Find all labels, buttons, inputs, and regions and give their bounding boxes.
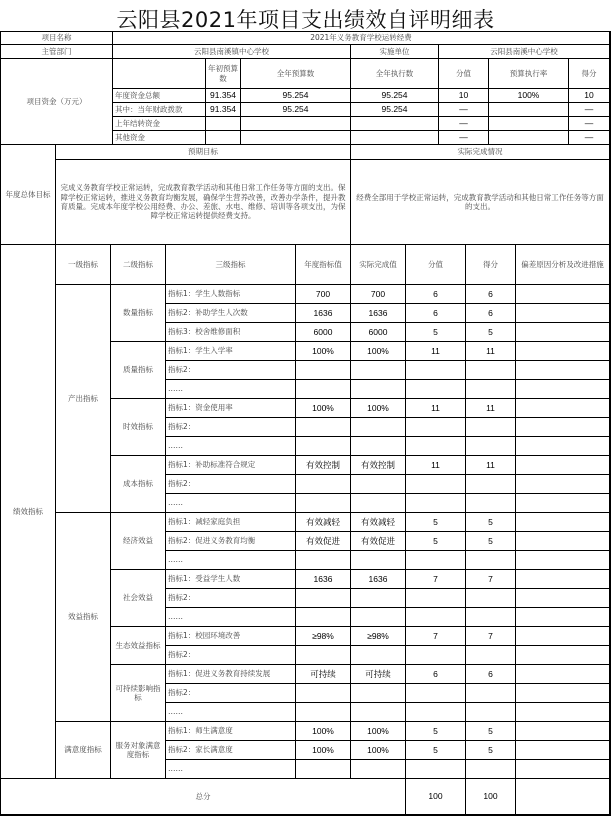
funds-label: 项目资金（万元） bbox=[1, 59, 113, 145]
indicator-score: 6 bbox=[406, 665, 466, 684]
evaluation-table bbox=[0, 31, 611, 816]
indicator-actual: 1636 bbox=[351, 304, 406, 323]
indicator-level2: 时效指标 bbox=[111, 399, 166, 456]
indicator-name: 指标1：学生人数指标 bbox=[166, 285, 296, 304]
indicator-got: 11 bbox=[466, 456, 516, 475]
indicator-score: 5 bbox=[406, 532, 466, 551]
indicator-deviation bbox=[516, 342, 610, 361]
indicator-got: 11 bbox=[466, 399, 516, 418]
indicator-actual: 100% bbox=[351, 399, 406, 418]
indicator-col-header: 偏差原因分析及改进措施 bbox=[516, 245, 610, 285]
indicator-actual bbox=[351, 475, 406, 494]
indicator-deviation bbox=[516, 380, 610, 399]
dept-label: 主管部门 bbox=[1, 45, 113, 59]
indicator-got bbox=[466, 646, 516, 665]
indicator-deviation bbox=[516, 532, 610, 551]
indicator-actual: 100% bbox=[351, 722, 406, 741]
indicator-name: 指标1：减轻家庭负担 bbox=[166, 513, 296, 532]
indicator-target: 1636 bbox=[296, 570, 351, 589]
indicator-name: 指标2：促进义务教育均衡 bbox=[166, 532, 296, 551]
indicator-actual bbox=[351, 589, 406, 608]
indicator-got bbox=[466, 608, 516, 627]
indicator-col-header: 年度指标值 bbox=[296, 245, 351, 285]
indicator-name: …… bbox=[166, 608, 296, 627]
indicator-name: 指标1：校园环境改善 bbox=[166, 627, 296, 646]
indicator-name: …… bbox=[166, 380, 296, 399]
indicator-target: 可持续 bbox=[296, 665, 351, 684]
impl-label: 实施单位 bbox=[351, 45, 439, 59]
indicator-score: 5 bbox=[406, 323, 466, 342]
indicator-level2: 成本指标 bbox=[111, 456, 166, 513]
indicator-actual bbox=[351, 760, 406, 779]
indicator-deviation bbox=[516, 475, 610, 494]
indicator-name: 指标1：学生入学率 bbox=[166, 342, 296, 361]
funds-cell: — bbox=[569, 131, 610, 145]
funds-cell bbox=[489, 131, 569, 145]
indicator-actual bbox=[351, 684, 406, 703]
indicator-level1: 效益指标 bbox=[56, 513, 111, 722]
indicator-deviation bbox=[516, 570, 610, 589]
indicator-got bbox=[466, 437, 516, 456]
indicator-got bbox=[466, 551, 516, 570]
indicator-score bbox=[406, 418, 466, 437]
indicator-score: 5 bbox=[406, 513, 466, 532]
indicator-level2: 经济效益 bbox=[111, 513, 166, 570]
indicator-score bbox=[406, 703, 466, 722]
indicator-level2: 质量指标 bbox=[111, 342, 166, 399]
indicator-target bbox=[296, 551, 351, 570]
indicator-score bbox=[406, 551, 466, 570]
indicator-name: 指标2： bbox=[166, 589, 296, 608]
indicator-got: 6 bbox=[466, 285, 516, 304]
indicator-deviation bbox=[516, 722, 610, 741]
indicator-col-header: 得分 bbox=[466, 245, 516, 285]
indicator-target bbox=[296, 380, 351, 399]
funds-cell: 95.254 bbox=[241, 89, 351, 103]
funds-cell bbox=[351, 117, 439, 131]
indicator-deviation bbox=[516, 589, 610, 608]
indicator-target bbox=[296, 589, 351, 608]
indicator-deviation bbox=[516, 323, 610, 342]
total-label: 总分 bbox=[1, 779, 406, 815]
indicator-name: 指标2： bbox=[166, 646, 296, 665]
funds-cell bbox=[489, 117, 569, 131]
indicator-name: 指标1：受益学生人数 bbox=[166, 570, 296, 589]
indicator-got bbox=[466, 703, 516, 722]
indicator-name: …… bbox=[166, 437, 296, 456]
indicator-got bbox=[466, 760, 516, 779]
funds-col-header: 年初预算数 bbox=[206, 59, 241, 89]
funds-col-header: 全年预算数 bbox=[241, 59, 351, 89]
funds-cell bbox=[241, 131, 351, 145]
indicator-score bbox=[406, 760, 466, 779]
funds-cell: 10 bbox=[569, 89, 610, 103]
indicator-got: 5 bbox=[466, 741, 516, 760]
funds-row-label: 其中：当年财政拨款 bbox=[113, 103, 206, 117]
indicator-score bbox=[406, 475, 466, 494]
indicator-deviation bbox=[516, 684, 610, 703]
indicator-got: 11 bbox=[466, 342, 516, 361]
indicator-level1: 满意度指标 bbox=[56, 722, 111, 779]
indicator-score: 5 bbox=[406, 741, 466, 760]
indicator-target: 有效控制 bbox=[296, 456, 351, 475]
indicator-target: 100% bbox=[296, 342, 351, 361]
indicators-section-label: 绩效指标 bbox=[1, 245, 56, 779]
page-title: 云阳县2021年项目支出绩效自评明细表 bbox=[116, 8, 495, 32]
indicator-score: 6 bbox=[406, 304, 466, 323]
indicator-level2: 服务对象满意度指标 bbox=[111, 722, 166, 779]
indicator-score bbox=[406, 608, 466, 627]
indicator-target bbox=[296, 418, 351, 437]
indicator-target bbox=[296, 608, 351, 627]
indicator-deviation bbox=[516, 456, 610, 475]
indicator-level2: 可持续影响指标 bbox=[111, 665, 166, 722]
indicator-actual bbox=[351, 361, 406, 380]
indicator-score: 11 bbox=[406, 399, 466, 418]
indicator-score: 7 bbox=[406, 570, 466, 589]
indicator-target: 有效促进 bbox=[296, 532, 351, 551]
indicator-actual: 有效控制 bbox=[351, 456, 406, 475]
indicator-name: …… bbox=[166, 551, 296, 570]
funds-col-header: 分值 bbox=[439, 59, 489, 89]
indicator-deviation bbox=[516, 608, 610, 627]
indicator-name: 指标2：补助学生人次数 bbox=[166, 304, 296, 323]
funds-col-header: 得分 bbox=[569, 59, 610, 89]
indicator-deviation bbox=[516, 665, 610, 684]
indicator-target: ≥98% bbox=[296, 627, 351, 646]
indicator-deviation bbox=[516, 741, 610, 760]
indicator-score bbox=[406, 589, 466, 608]
funds-cell: — bbox=[439, 103, 489, 117]
funds-cell bbox=[206, 117, 241, 131]
indicator-deviation bbox=[516, 646, 610, 665]
indicator-actual: 有效减轻 bbox=[351, 513, 406, 532]
indicator-got: 6 bbox=[466, 665, 516, 684]
indicator-target bbox=[296, 703, 351, 722]
indicator-actual bbox=[351, 703, 406, 722]
indicator-got: 7 bbox=[466, 570, 516, 589]
indicator-score bbox=[406, 646, 466, 665]
goal-label: 年度总体目标 bbox=[1, 145, 56, 245]
indicator-deviation bbox=[516, 361, 610, 380]
indicator-target: 6000 bbox=[296, 323, 351, 342]
funds-cell: — bbox=[439, 117, 489, 131]
funds-cell bbox=[206, 131, 241, 145]
indicator-actual bbox=[351, 646, 406, 665]
total-score: 100 bbox=[406, 779, 466, 815]
indicator-actual: ≥98% bbox=[351, 627, 406, 646]
funds-cell: 100% bbox=[489, 89, 569, 103]
funds-cell bbox=[489, 103, 569, 117]
indicator-level2: 生态效益指标 bbox=[111, 627, 166, 665]
indicator-target bbox=[296, 494, 351, 513]
indicator-deviation bbox=[516, 285, 610, 304]
indicator-got: 5 bbox=[466, 323, 516, 342]
indicator-actual bbox=[351, 608, 406, 627]
indicator-col-header: 三级指标 bbox=[166, 245, 296, 285]
indicator-name: 指标1：促进义务教育持续发展 bbox=[166, 665, 296, 684]
funds-cell: 10 bbox=[439, 89, 489, 103]
indicator-actual bbox=[351, 551, 406, 570]
indicator-target: 100% bbox=[296, 399, 351, 418]
indicator-got bbox=[466, 380, 516, 399]
indicator-name: 指标1：师生满意度 bbox=[166, 722, 296, 741]
indicator-deviation bbox=[516, 304, 610, 323]
dept-value: 云阳县南溪镇中心学校 bbox=[113, 45, 351, 59]
indicator-deviation bbox=[516, 760, 610, 779]
goal-plan-header: 预期目标 bbox=[56, 145, 351, 160]
indicator-target bbox=[296, 475, 351, 494]
funds-row-label: 上年结转资金 bbox=[113, 117, 206, 131]
indicator-level1: 产出指标 bbox=[56, 285, 111, 513]
indicator-level2: 数量指标 bbox=[111, 285, 166, 342]
indicator-name: 指标1：补助标准符合规定 bbox=[166, 456, 296, 475]
funds-cell: — bbox=[569, 103, 610, 117]
funds-row-label: 其他资金 bbox=[113, 131, 206, 145]
project-name-label: 项目名称 bbox=[1, 32, 113, 45]
indicator-deviation bbox=[516, 703, 610, 722]
indicator-actual: 有效促进 bbox=[351, 532, 406, 551]
indicator-level2: 社会效益 bbox=[111, 570, 166, 627]
indicator-got: 6 bbox=[466, 304, 516, 323]
indicator-actual: 700 bbox=[351, 285, 406, 304]
funds-cell: 91.354 bbox=[206, 89, 241, 103]
indicator-name: 指标2： bbox=[166, 418, 296, 437]
indicator-target: 700 bbox=[296, 285, 351, 304]
indicator-col-header: 二级指标 bbox=[111, 245, 166, 285]
indicator-name: …… bbox=[166, 703, 296, 722]
funds-cell: 95.254 bbox=[351, 103, 439, 117]
indicator-actual bbox=[351, 437, 406, 456]
project-name-value: 2021年义务教育学校运转经费 bbox=[113, 32, 610, 45]
impl-value: 云阳县南溪中心学校 bbox=[439, 45, 610, 59]
indicator-deviation bbox=[516, 399, 610, 418]
indicator-target bbox=[296, 437, 351, 456]
indicator-target bbox=[296, 684, 351, 703]
indicator-target bbox=[296, 646, 351, 665]
indicator-actual: 100% bbox=[351, 741, 406, 760]
indicator-deviation bbox=[516, 551, 610, 570]
indicator-col-header: 实际完成值 bbox=[351, 245, 406, 285]
indicator-got bbox=[466, 494, 516, 513]
indicator-got bbox=[466, 418, 516, 437]
funds-cell: 95.254 bbox=[241, 103, 351, 117]
indicator-target bbox=[296, 760, 351, 779]
funds-row-label: 年度资金总额 bbox=[113, 89, 206, 103]
total-got: 100 bbox=[466, 779, 516, 815]
indicator-got: 7 bbox=[466, 627, 516, 646]
indicator-got bbox=[466, 361, 516, 380]
indicator-score: 11 bbox=[406, 456, 466, 475]
indicator-name: 指标2：家长满意度 bbox=[166, 741, 296, 760]
indicator-score: 7 bbox=[406, 627, 466, 646]
funds-cell: — bbox=[439, 131, 489, 145]
indicator-name: 指标3：校舍维修面积 bbox=[166, 323, 296, 342]
total-blank bbox=[516, 779, 610, 815]
indicator-score bbox=[406, 494, 466, 513]
funds-cell: 95.254 bbox=[351, 89, 439, 103]
indicator-name: 指标1：资金使用率 bbox=[166, 399, 296, 418]
indicator-score bbox=[406, 380, 466, 399]
indicator-actual bbox=[351, 494, 406, 513]
indicator-actual: 100% bbox=[351, 342, 406, 361]
indicator-deviation bbox=[516, 494, 610, 513]
indicator-got bbox=[466, 589, 516, 608]
indicator-got: 5 bbox=[466, 532, 516, 551]
indicator-deviation bbox=[516, 627, 610, 646]
indicator-actual: 1636 bbox=[351, 570, 406, 589]
indicator-name: 指标2： bbox=[166, 475, 296, 494]
indicator-got: 5 bbox=[466, 513, 516, 532]
indicator-target: 1636 bbox=[296, 304, 351, 323]
indicator-score bbox=[406, 684, 466, 703]
indicator-target: 100% bbox=[296, 722, 351, 741]
funds-cell: — bbox=[569, 117, 610, 131]
goal-actual-text: 经费全部用于学校正常运转，完成教育教学活动和其他日常工作任务等方面的支出。 bbox=[351, 160, 610, 245]
indicator-got: 5 bbox=[466, 722, 516, 741]
indicator-name: 指标2： bbox=[166, 361, 296, 380]
funds-header-blank bbox=[113, 59, 206, 89]
indicator-actual: 可持续 bbox=[351, 665, 406, 684]
funds-cell: 91.354 bbox=[206, 103, 241, 117]
indicator-score: 5 bbox=[406, 722, 466, 741]
indicator-got bbox=[466, 684, 516, 703]
funds-col-header: 全年执行数 bbox=[351, 59, 439, 89]
indicator-target: 100% bbox=[296, 741, 351, 760]
indicator-name: …… bbox=[166, 760, 296, 779]
indicator-name: 指标2： bbox=[166, 684, 296, 703]
indicator-target bbox=[296, 361, 351, 380]
indicator-score: 6 bbox=[406, 285, 466, 304]
indicator-col-header: 分值 bbox=[406, 245, 466, 285]
goal-plan-text: 完成义务教育学校正常运转，完成教育教学活动和其他日常工作任务等方面的支出。保障学校正常运转，推进义务教育均衡发展，确保学生营养改善，改善办学条件，提升教育质量。完成本年度学校公用经费、办公、差旅、水电、维修、培训等各项支出，为保障学校正常运转提供经费支持。 bbox=[56, 160, 351, 245]
indicator-actual bbox=[351, 380, 406, 399]
indicator-score bbox=[406, 437, 466, 456]
indicator-deviation bbox=[516, 437, 610, 456]
goal-actual-header: 实际完成情况 bbox=[351, 145, 610, 160]
funds-col-header: 预算执行率 bbox=[489, 59, 569, 89]
funds-cell bbox=[241, 117, 351, 131]
indicator-got bbox=[466, 475, 516, 494]
indicator-actual bbox=[351, 418, 406, 437]
indicator-score: 11 bbox=[406, 342, 466, 361]
indicator-deviation bbox=[516, 513, 610, 532]
indicator-target: 有效减轻 bbox=[296, 513, 351, 532]
indicator-actual: 6000 bbox=[351, 323, 406, 342]
indicator-deviation bbox=[516, 418, 610, 437]
indicator-score bbox=[406, 361, 466, 380]
funds-cell bbox=[351, 131, 439, 145]
indicator-col-header: 一级指标 bbox=[56, 245, 111, 285]
indicator-name: …… bbox=[166, 494, 296, 513]
